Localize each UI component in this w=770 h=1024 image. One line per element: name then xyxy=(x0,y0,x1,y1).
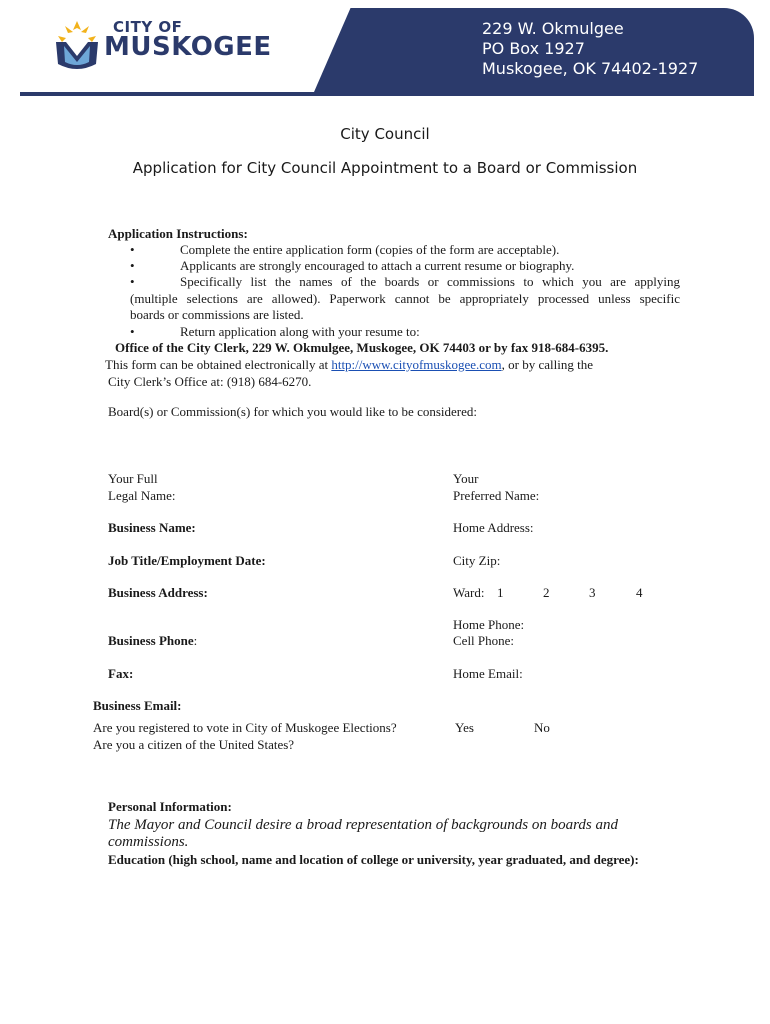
citizen-question: Are you a citizen of the United States? xyxy=(93,737,295,752)
instruction-item: Specifically list the names of the boards or commissions to which you are applying xyxy=(180,274,680,289)
preferred-name-label-1: Your xyxy=(453,471,479,486)
preferred-name-label-2: Preferred Name: xyxy=(453,488,540,503)
business-email-label: Business Email: xyxy=(93,698,182,713)
instruction-item: Applicants are strongly encouraged to attach a current resume or biography. xyxy=(180,258,575,273)
header-address-pobox: PO Box 1927 xyxy=(482,39,585,58)
ward-option-3[interactable]: 3 xyxy=(589,585,596,600)
page-title: City Council xyxy=(340,125,430,143)
business-phone-colon: : xyxy=(193,633,198,648)
bullet-icon: • xyxy=(130,324,135,339)
logo-city-text: CITY OF xyxy=(113,18,183,36)
boards-prompt: Board(s) or Commission(s) for which you would like to be considered: xyxy=(108,404,477,419)
page-subtitle: Application for City Council Appointment to a Board or Commission xyxy=(132,159,638,177)
business-phone-text: Business Phone xyxy=(108,633,194,648)
instruction-item-continued: (multiple selections are allowed). Paperwork cannot be appropriately processed unless specific xyxy=(130,291,680,306)
instruction-item: Complete the entire application form (copies of the form are acceptable). xyxy=(180,242,560,257)
online-availability xyxy=(105,357,593,373)
ward-option-1[interactable]: 1 xyxy=(497,585,504,600)
clerk-phone: City Clerk’s Office at: (918) 684-6270. xyxy=(108,374,312,389)
job-title-label: Job Title/Employment Date: xyxy=(108,553,266,568)
instruction-item-continued: boards or commissions are listed. xyxy=(130,307,304,322)
ward-option-2[interactable]: 2 xyxy=(543,585,550,600)
ward-label: Ward: xyxy=(453,585,485,600)
logo-name-text: MUSKOGEE xyxy=(104,32,272,62)
home-address-label: Home Address: xyxy=(453,520,534,535)
full-name-label-2: Legal Name: xyxy=(108,488,176,503)
business-name-label: Business Name: xyxy=(108,520,196,535)
online-suffix: , or by calling the xyxy=(501,357,593,372)
full-name-label-1: Your Full xyxy=(108,471,158,486)
yes-option[interactable]: Yes xyxy=(455,720,474,735)
fax-label: Fax: xyxy=(108,666,134,681)
city-zip-label: City Zip: xyxy=(453,553,501,568)
return-address: Office of the City Clerk, 229 W. Okmulgee, Muskogee, OK 74403 or by fax 918-684-6395. xyxy=(115,340,609,355)
header-address-street: 229 W. Okmulgee xyxy=(482,19,624,38)
bullet-icon: • xyxy=(130,258,135,273)
business-phone-label xyxy=(108,632,197,649)
city-website-link[interactable]: http://www.cityofmuskogee.com xyxy=(331,357,502,372)
business-address-label: Business Address: xyxy=(108,585,208,600)
registered-voter-question: Are you registered to vote in City of Muskogee Elections? xyxy=(93,720,397,735)
home-email-label: Home Email: xyxy=(453,666,523,681)
online-prefix: This form can be obtained electronically at xyxy=(105,357,332,372)
header-address-city: Muskogee, OK 74402-1927 xyxy=(482,59,699,78)
representation-statement-2: commissions. xyxy=(108,834,189,850)
instructions-heading: Application Instructions: xyxy=(108,226,248,241)
no-option[interactable]: No xyxy=(534,720,550,735)
bullet-icon: • xyxy=(130,242,135,257)
cell-phone-label: Cell Phone: xyxy=(453,633,515,648)
representation-statement-1: The Mayor and Council desire a broad representation of backgrounds on boards and xyxy=(108,817,618,833)
bullet-icon: • xyxy=(130,274,135,289)
instruction-item: Return application along with your resume to: xyxy=(180,324,420,339)
personal-info-heading: Personal Information: xyxy=(108,799,232,814)
ward-option-4[interactable]: 4 xyxy=(636,585,643,600)
education-label: Education (high school, name and location of college or university, year graduated, and degree): xyxy=(108,852,639,867)
city-logo-icon xyxy=(52,20,102,74)
home-phone-label: Home Phone: xyxy=(453,617,525,632)
